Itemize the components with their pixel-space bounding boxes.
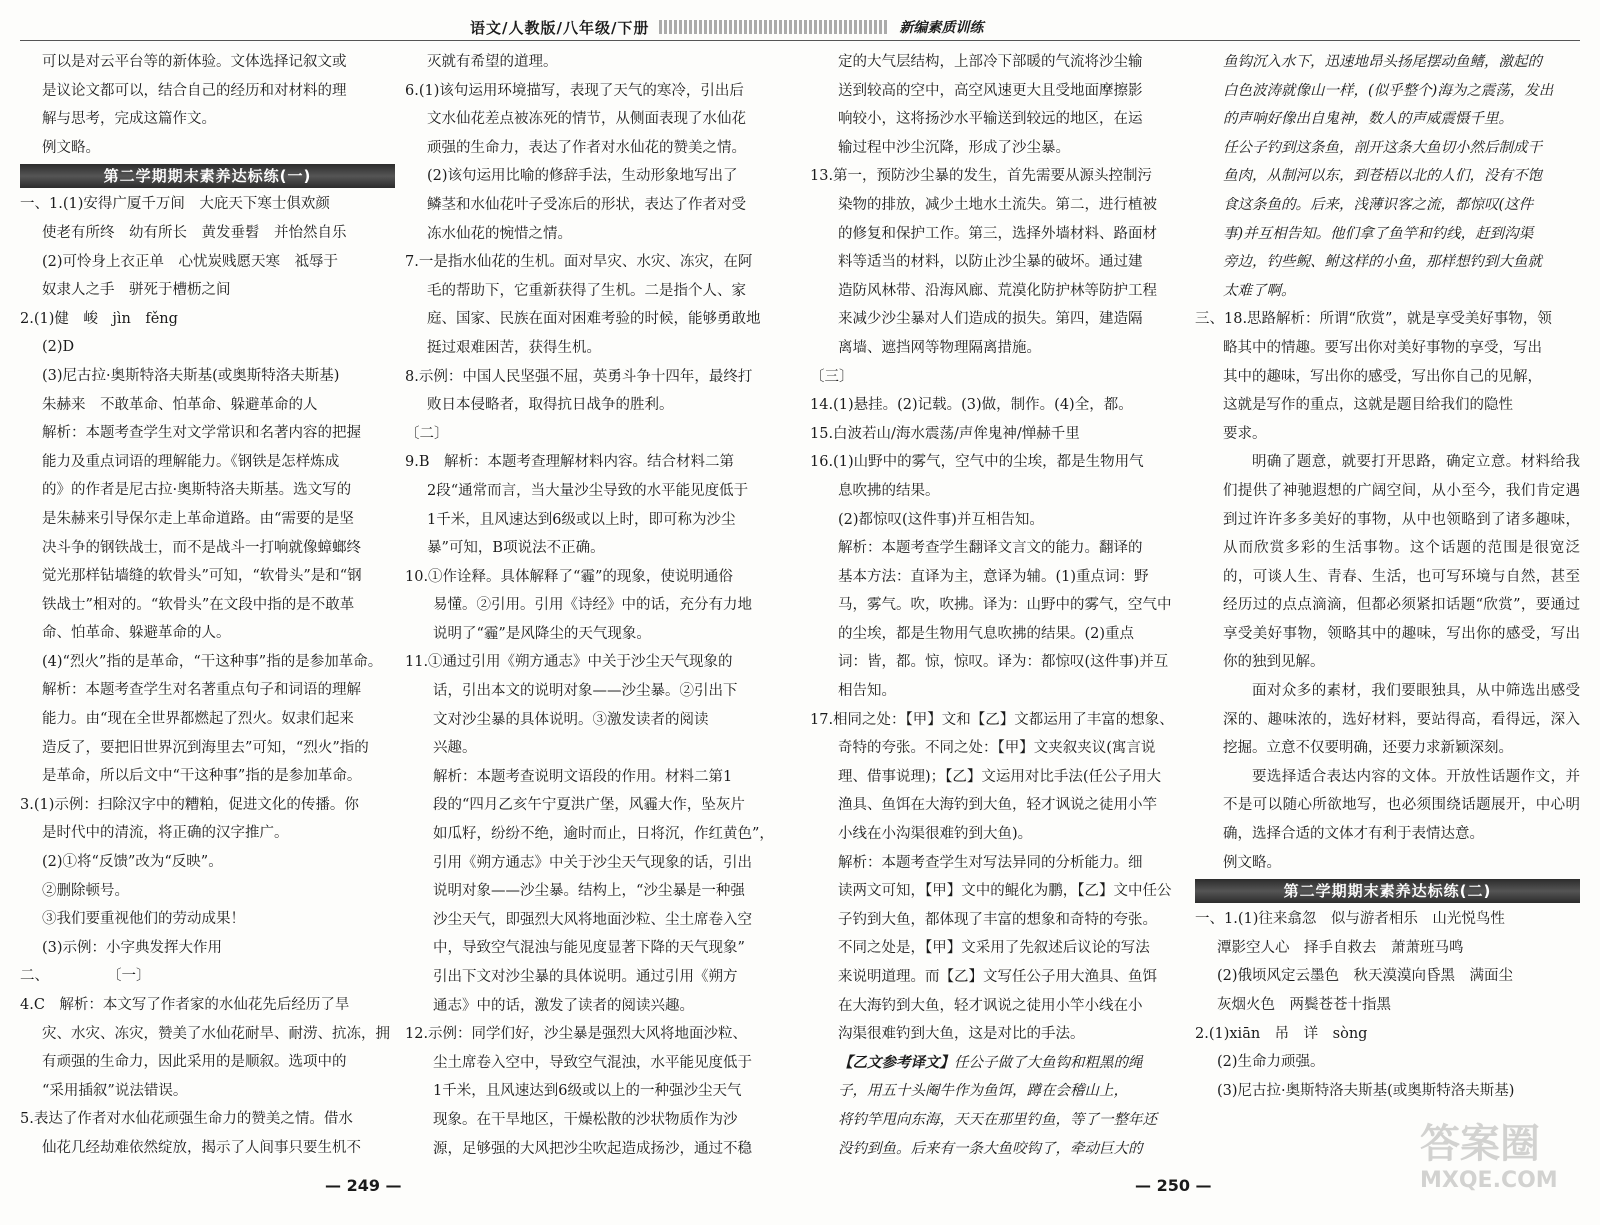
text-line: 定的大气层结构，上部冷下部暖的气流将沙尘输 — [838, 54, 1143, 70]
text-line: 引用《朔方通志》中关于沙尘天气现象的话，引出 — [433, 854, 752, 871]
essay-guidance-paragraph: 要选择适合表达内容的文体。开放性话题作文，并不是可以随心所欲地写，也必须围绕话题展开，中心明确，选择合适的文体才有利于表情达意。 — [1223, 768, 1580, 843]
text-line: 输过程中沙尘沉降，形成了沙尘暴。 — [838, 139, 1070, 156]
translation-line: 白色波涛就像山一样，(似乎整个)海为之震荡，发出 — [1223, 82, 1554, 99]
text-line: (4)“烈火”指的是革命，“干这种事”指的是参加革命。 — [42, 653, 383, 670]
text-line: 息吹拂的结果。 — [838, 482, 940, 499]
text-line: 子钓到大鱼，都体现了丰富的想象和奇特的夸张。 — [838, 911, 1157, 928]
text-line: 败日本侵略者，取得抗日战争的胜利。 — [427, 397, 674, 414]
text-line: 染物的排放，减少土地水土流失。第二，进行植被 — [838, 196, 1157, 213]
text-line: 灾、水灾、冻灾，赞美了水仙花耐旱、耐涝、抗冻，拥 — [42, 1025, 390, 1042]
translation-line — [810, 1049, 1185, 1078]
text-line: 沟渠很难钓到大鱼，这是对比的手法。 — [838, 1026, 1085, 1043]
header-rule — [20, 40, 1580, 41]
text-line: 奴隶人之手 骈死于槽枥之间 — [42, 282, 231, 299]
text-line: 灰烟火色 两鬓苍苍十指黑 — [1217, 997, 1391, 1013]
text-line: 三、18.思路解析：所谓“欣赏”，就是享受美好事物，领 — [1195, 311, 1552, 328]
translation-line: 食这条鱼的。后来，浅薄识客之流，都惊叹(这件 — [1223, 196, 1534, 213]
translation-line: 子，用五十头阉牛作为鱼饵，蹲在会稽山上， — [838, 1083, 1128, 1100]
text-line: 庭、国家、民族在面对困难考验的时候，能够勇敢地 — [427, 311, 761, 328]
text-line: 来减少沙尘暴对人们造成的损失。第四，建造隔 — [838, 311, 1143, 328]
text-line: 现象。在干旱地区，干燥松散的沙状物质作为沙 — [433, 1111, 738, 1128]
text-line: 例文略。 — [42, 139, 100, 156]
text-line: 铁战士”相对的。“软骨头”在文段中指的是不敢革 — [42, 596, 355, 613]
column-4 — [1195, 48, 1580, 1168]
watermark-logo — [1420, 1120, 1580, 1220]
header-series: 新编素质训练 — [899, 20, 984, 36]
text-line: 是革命，所以后文中“干这种事”指的是参加革命。 — [42, 768, 362, 785]
column-3 — [810, 48, 1185, 1168]
text-line: 2段“通常而言，当大量沙尘导致的水平能见度低于 — [427, 482, 749, 499]
page-header — [470, 14, 1150, 40]
text-line: 顽强的生命力，表达了作者对水仙花的赞美之情。 — [427, 139, 746, 156]
text-line: 理、借事说理)；【乙】文运用对比手法(任公子用大 — [838, 768, 1162, 785]
text-line: 解析：本题考查学生对文学常识和名著内容的把握 — [42, 425, 361, 442]
text-line: 响较小，这将扬沙水平输送到较远的地区，在运 — [838, 111, 1143, 128]
text-line: 有顽强的生命力，因此采用的是顺叙。选项中的 — [42, 1054, 347, 1071]
translation-line: 的声响好像出自鬼神，数人的声威震慑千里。 — [1223, 111, 1513, 128]
text-line: 2.(1)xiān 吊 详 sòng — [1195, 1025, 1368, 1042]
text-line: 奇特的夸张。不同之处：【甲】文夹叙夹议(寓言说 — [838, 740, 1156, 757]
translation-line: 事)并互相告知。他们拿了鱼竿和钓线，赶到沟渠 — [1223, 225, 1534, 242]
text-line: (2)①将“反馈”改为“反映”。 — [42, 854, 223, 871]
text-line: 读两文可知，【甲】文中的鲲化为鹏，【乙】文中任公 — [838, 883, 1172, 900]
text-line: 这就是写作的重点，这就是题目给我们的隐性 — [1223, 397, 1513, 414]
translation-line: 旁边，钓些鲵、鲋这样的小鱼，那样想钓到大鱼就 — [1223, 254, 1542, 271]
text-line: 3.(1)示例：扫除汉字中的糟粕，促进文化的传播。你 — [20, 796, 359, 813]
translation-text: 任公子做了大鱼钩和粗黑的绳 — [954, 1054, 1143, 1071]
text-line: 中，导致空气混浊与能见度显著下降的天气现象” — [433, 940, 745, 957]
column-1 — [20, 48, 395, 1168]
text-line: 14.(1)悬挂。(2)记载。(3)做，制作。(4)全，都。 — [810, 397, 1133, 414]
text-line: 造反了，要把旧世界沉到海里去”可知，“烈火”指的 — [42, 739, 369, 756]
text-line: 引出下文对沙尘暴的具体说明。通过引用《朔方 — [433, 969, 738, 985]
text-line: 造防风林带、沿海风廊、荒漠化防护林等防护工程 — [838, 282, 1157, 299]
text-line: 离墙、遮挡网等物理隔离措施。 — [838, 339, 1041, 356]
text-line: (3)尼古拉·奥斯特洛夫斯基(或奥斯特洛夫斯基) — [42, 367, 340, 384]
text-line: 11.①通过引用《朔方通志》中关于沙尘天气现象的 — [405, 654, 733, 671]
text-line: 词：皆，都。惊，惊叹。译为：都惊叹(这件事)并互 — [838, 654, 1169, 671]
text-line: 的修复和保护工作。第三，选择外墙材料、路面材 — [838, 225, 1157, 242]
text-line: 解析：本题考查说明文语段的作用。材料二第1 — [433, 768, 733, 785]
text-line: 送到较高的空中，高空风速更大且受地面摩擦影 — [838, 82, 1143, 99]
text-line: (2)俄顷风定云墨色 秋天漠漠向昏黑 满面尘 — [1217, 968, 1514, 985]
text-line: 朱赫来 不敢革命、怕革命、躲避革命的人 — [42, 396, 318, 413]
text-line: 10.①作诠释。具体解释了“霾”的现象，使说明通俗 — [405, 568, 733, 585]
text-line: 的》的作者是尼古拉·奥斯特洛夫斯基。选文写的 — [42, 482, 352, 499]
page-number-right: — 250 — — [1135, 1176, 1212, 1195]
watermark-line-1: 答案圈 — [1420, 1121, 1540, 1167]
translation-line: 没钓到鱼。后来有一条大鱼咬钩了，牵动巨大的 — [838, 1140, 1143, 1157]
text-line: 文对沙尘暴的具体说明。③激发读者的阅读 — [433, 711, 709, 728]
text-line: 5.表达了作者对水仙花顽强生命力的赞美之情。借水 — [20, 1111, 353, 1128]
text-line: 9.B 解析：本题考查理解材料内容。结合材料二第 — [405, 454, 734, 471]
text-line: 鳞茎和水仙花叶子受冻后的形状，表达了作者对受 — [427, 196, 746, 213]
text-line: 17.相同之处：【甲】文和【乙】文都运用了丰富的想象、 — [810, 711, 1174, 728]
text-line: 潭影空人心 择手自救去 萧萧班马鸣 — [1217, 939, 1464, 956]
text-line: (2)该句运用比喻的修辞手法，生动形象地写出了 — [427, 168, 738, 185]
translation-line: 将钓竿甩向东海，天天在那里钓鱼，等了一整年还 — [838, 1111, 1157, 1128]
text-line: 冻水仙花的惋惜之情。 — [427, 225, 572, 242]
text-line: 说明了“霾”是风降尘的天气现象。 — [433, 625, 651, 642]
text-line: 2.(1)健 峻 jìn fěng — [20, 310, 178, 327]
text-line: 解析：本题考查学生翻译文言文的能力。翻译的 — [838, 540, 1143, 557]
text-line: 16.(1)山野中的雾气，空气中的尘埃，都是生物用气 — [810, 454, 1144, 471]
header-decoration — [659, 20, 889, 34]
translation-line: 任公子钓到这条鱼，剖开这条大鱼切小然后制成干 — [1223, 139, 1542, 156]
text-line: 二、 〔一〕 — [20, 968, 151, 985]
text-line: 命、怕革命、躲避革命的人。 — [42, 625, 231, 642]
essay-guidance-paragraph: 面对众多的素材，我们要眼独具，从中筛选出感受深的、趣味浓的，选好材料，要站得高，看得远，深入挖掘。立意不仅要明确，还要力求新颖深刻。 — [1223, 683, 1580, 757]
translation-line: 太难了啊。 — [1223, 282, 1296, 299]
text-line: 解析：本题考查学生对写法异同的分析能力。细 — [838, 854, 1143, 871]
text-line: 毛的帮助下，它重新获得了生机。二是指个人、家 — [427, 282, 746, 299]
text-line: 说明对象——沙尘暴。结构上，“沙尘暴是一种强 — [433, 883, 745, 900]
text-line: 来说明道理。而【乙】文写任公子用大渔具、鱼饵 — [838, 969, 1157, 985]
text-line: (2)D — [42, 339, 75, 356]
text-line: 基本方法：直译为主，意译为辅。(1)重点词：野 — [838, 568, 1149, 585]
text-line: 能力及重点词语的理解能力。《钢铁是怎样炼成 — [42, 453, 340, 470]
text-line: 使老有所终 幼有所长 黄发垂髫 并怡然自乐 — [42, 224, 347, 241]
text-line: 13.第一，预防沙尘暴的发生，首先需要从源头控制污 — [810, 168, 1153, 185]
text-line: 段的“四月乙亥午宁夏洪广堡，风霾大作，坠灰片 — [433, 797, 745, 814]
text-line: 文水仙花差点被冻死的情节，从侧面表现了水仙花 — [427, 111, 746, 128]
text-line: 可以是对云平台等的新体验。文体选择记叙文或 — [42, 54, 347, 70]
text-line: 解与思考，完成这篇作文。 — [42, 111, 216, 128]
text-line: 是议论文都可以，结合自己的经历和对材料的理 — [42, 82, 347, 99]
text-line: 1千米，且风速达到6级或以上时，即可称为沙尘 — [427, 511, 736, 528]
text-line: 相告知。 — [838, 683, 896, 700]
text-line: (2)可怜身上衣正单 心忧炭贱愿天寒 祗辱于 — [42, 253, 339, 270]
text-line: 解析：本题考查学生对名著重点句子和词语的理解 — [42, 682, 361, 699]
text-line: 其中的趣味，写出你的感受，写出你自己的见解， — [1223, 368, 1542, 385]
text-line: 觉光那样钻墙缝的软骨头”可知，“软骨头”是和“钢 — [42, 568, 362, 585]
text-line: 如瓜籽，纷纷不绝，逾时而止，日将沉，作红黄色”， — [433, 826, 774, 843]
text-line: 在大海钓到大鱼，轻才讽说之徒用小竿小线在小 — [838, 997, 1143, 1014]
text-line: 易懂。②引用。引用《诗经》中的话，充分有力地 — [433, 597, 752, 614]
essay-guidance-paragraph: 明确了题意，就要打开思路，确定立意。材料给我们提供了神驰遐想的广阔空间，从小至今，我们肯定遇到过许许多多美好的事物，从中也领略到了诸多趣味，从而欣赏多彩的生活事物。这个话题的范围是很宽泛的，可谈人生、青春、生活，也可写环境与自然，甚至经历过的点点滴滴，但都必须紧扣话题“欣赏”，要通过享受美好事物，领略其中的趣味，写出你的感受，写出你的独到见解。 — [1223, 454, 1580, 671]
text-line: ③我们要重视他们的劳动成果！ — [42, 911, 245, 928]
watermark-line-2: MXQE.COM — [1420, 1168, 1558, 1193]
text-line: 挺过艰难困苦，获得生机。 — [427, 339, 601, 356]
text-line: 一、1.(1)安得广厦千万间 大庇天下寒士俱欢颜 — [20, 196, 330, 213]
text-line: (2)都惊叹(这件事)并互相告知。 — [838, 511, 1044, 528]
subsection-mark: 〔二〕 — [405, 425, 449, 442]
text-line: 沙尘天气，即强烈大风将地面沙粒、尘土席卷入空 — [433, 911, 752, 928]
subsection-mark: 〔三〕 — [810, 368, 854, 385]
text-line: 要求。 — [1223, 425, 1267, 442]
translation-line: 鱼肉，从制河以东，到苍梧以北的人们，没有不饱 — [1223, 168, 1542, 185]
text-line: 是时代中的清流，将正确的汉字推广。 — [42, 825, 289, 842]
text-line: 不同之处是，【甲】文采用了先叙述后议论的写法 — [838, 940, 1150, 957]
column-2 — [405, 48, 780, 1168]
text-line: 仙花几经劫难依然绽放，揭示了人间事只要生机不 — [42, 1139, 361, 1156]
text-line: 料等适当的材料，以防止沙尘暴的破坏。通过建 — [838, 254, 1143, 271]
text-line: (3)尼古拉·奥斯特洛夫斯基(或奥斯特洛夫斯基) — [1217, 1082, 1515, 1099]
text-line: 12.示例：同学们好，沙尘暴是强烈大风将地面沙粒、 — [405, 1026, 748, 1043]
text-line: 灭就有希望的道理。 — [427, 54, 558, 70]
text-line: (2)生命力顽强。 — [1217, 1054, 1325, 1071]
translation-label: 【乙文参考译文】 — [838, 1053, 954, 1071]
text-line: 暴”可知，B项说法不正确。 — [427, 540, 605, 557]
text-line: 渔具、鱼饵在大海钓到大鱼，轻才讽说之徒用小竿 — [838, 797, 1157, 814]
text-line: 尘土席卷入空中，导致空气混浊，水平能见度低于 — [433, 1054, 752, 1071]
text-line: 4.C 解析：本文写了作者家的水仙花先后经历了旱 — [20, 997, 350, 1013]
text-line: 一、1.(1)往来翕忽 似与游者相乐 山光悦鸟性 — [1195, 911, 1505, 928]
text-line: 的尘埃，都是生物用气息吹拂的结果。(2)重点 — [838, 625, 1135, 642]
text-line: 1千米，且风速达到6级或以上的一种强沙尘天气 — [433, 1083, 742, 1100]
text-line: 能力。由“现在全世界都燃起了烈火。奴隶们起来 — [42, 711, 354, 728]
text-line: 7.一是指水仙花的生机。面对旱灾、水灾、冻灾，在阿 — [405, 254, 753, 271]
section-title: 第二学期期末素养达标练(二) — [1195, 879, 1580, 903]
text-line: 兴趣。 — [433, 740, 477, 757]
text-line: (3)示例：小字典发挥大作用 — [42, 939, 223, 956]
text-line: 15.白波若山/海水震荡/声侔鬼神/惮赫千里 — [810, 425, 1080, 442]
text-line: 8.示例：中国人民坚强不屈，英勇斗争十四年，最终打 — [405, 368, 753, 385]
text-line: 小线在小沟渠很难钓到大鱼)。 — [838, 826, 1033, 843]
text-line: 通志》中的话，激发了读者的阅读兴趣。 — [433, 997, 694, 1014]
text-line: ②删除顿号。 — [42, 882, 129, 899]
text-line: 是朱赫来引导保尔走上革命道路。由“需要的是坚 — [42, 510, 354, 527]
page-number-left: — 249 — — [325, 1176, 402, 1195]
text-line: 决斗争的钢铁战士，而不是战斗一打响就像蟑螂终 — [42, 539, 361, 556]
text-line: 例文略。 — [1223, 854, 1281, 871]
text-line: 源，足够强的大风把沙尘吹起造成扬沙，通过不稳 — [433, 1140, 752, 1157]
text-line: 马，雾气。吹，吹拂。译为：山野中的雾气，空气中 — [838, 597, 1172, 614]
text-line: 话，引出本文的说明对象——沙尘暴。②引出下 — [433, 683, 738, 700]
section-title: 第二学期期末素养达标练(一) — [20, 164, 395, 188]
text-line: 略其中的情趣。要写出你对美好事物的享受，写出 — [1223, 339, 1542, 356]
translation-line: 鱼钩沉入水下，迅速地昂头扬尾摆动鱼鳍，激起的 — [1223, 54, 1542, 70]
header-subject: 语文/人教版/八年级/下册 — [470, 18, 650, 37]
text-line: 6.(1)该句运用环境描写，表现了天气的寒冷，引出后 — [405, 82, 744, 99]
text-line: “采用插叙”说法错误。 — [42, 1082, 188, 1099]
